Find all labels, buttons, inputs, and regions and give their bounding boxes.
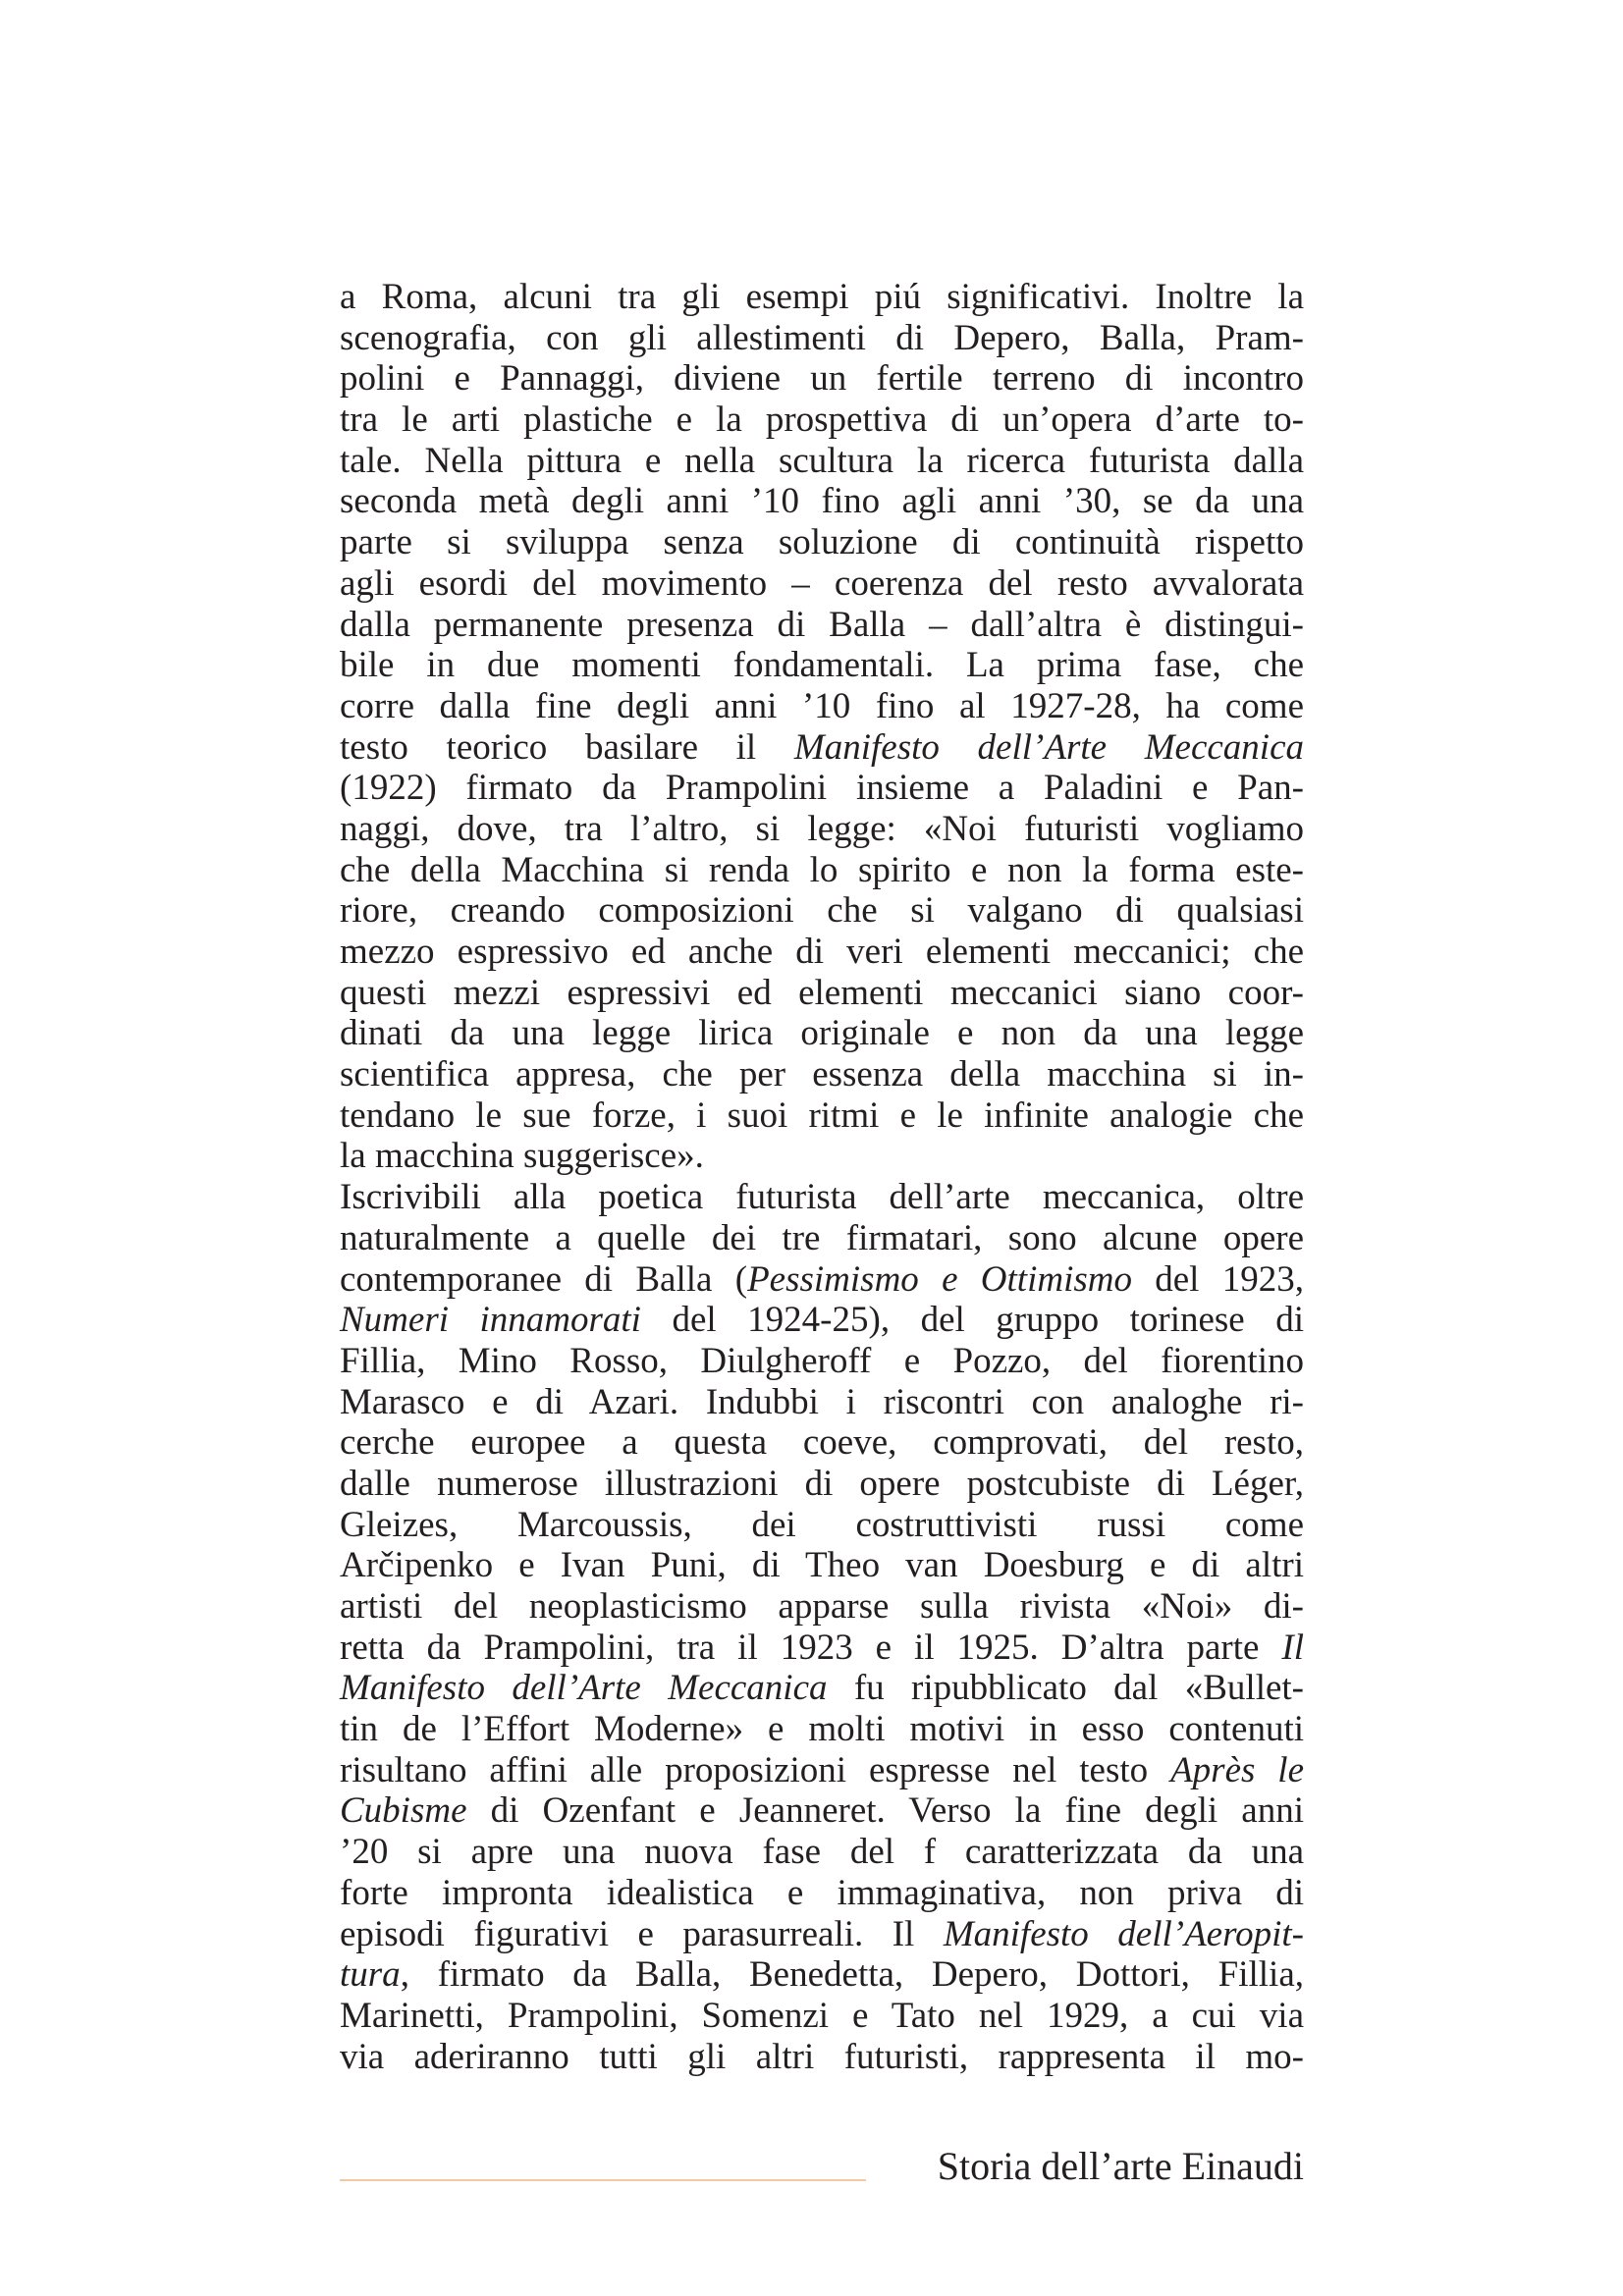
text-line: [340, 1873, 1304, 1914]
text-line: [340, 1054, 1304, 1095]
text-segment: mezzo espressivo ed anche di veri elementi meccanici; che: [340, 932, 1304, 972]
text-line: [340, 1300, 1304, 1341]
text-line: [340, 809, 1304, 850]
text-segment: forte impronta idealistica e immaginativa, non priva di: [340, 1872, 1304, 1913]
text-line: [340, 1668, 1304, 1709]
text-segment: Fillia, Mino Rosso, Diulgheroff e Pozzo, del fiorentino: [340, 1340, 1304, 1381]
text-line: [340, 645, 1304, 686]
text-line: [340, 1218, 1304, 1259]
text-segment: dalla permanente presenza di Balla – dall’altra è distingui-: [340, 604, 1304, 645]
text-line: [340, 1259, 1304, 1301]
text-segment: bile in due momenti fondamentali. La prima fase, che: [340, 645, 1304, 686]
text-segment: retta da Prampolini, tra il 1923 e il 1925. D’altra parte: [340, 1627, 1282, 1668]
text-line: [340, 1382, 1304, 1423]
italic-title-segment: Après le: [1170, 1749, 1304, 1790]
text-line: [340, 400, 1304, 441]
text-segment: del 1923,: [1131, 1258, 1305, 1300]
footer-title: Storia dell’arte Einaudi: [937, 2144, 1304, 2188]
text-line: [340, 1628, 1304, 1669]
text-line: [340, 563, 1304, 605]
text-line: [340, 358, 1304, 400]
text-line: [340, 277, 1304, 318]
text-line: [340, 850, 1304, 891]
text-line: [340, 1341, 1304, 1382]
italic-title-segment: Manifesto dell’Arte Meccanica: [793, 726, 1305, 768]
text-segment: contemporanee di Balla (: [340, 1258, 748, 1300]
text-segment: dinati da una legge lirica originale e non da una legge: [340, 1013, 1304, 1054]
text-segment: la macchina suggerisce».: [340, 1136, 704, 1177]
italic-title-segment: Il: [1281, 1627, 1304, 1668]
text-line: [340, 1790, 1304, 1832]
text-segment: polini e Pannaggi, diviene un fertile terreno di incontro: [340, 358, 1304, 400]
footer-rule: [340, 2179, 866, 2181]
text-line: [340, 522, 1304, 563]
text-segment: che della Macchina si renda lo spirito e non la forma este-: [340, 849, 1304, 890]
text-segment: naggi, dove, tra l’altro, si legge: «Noi futuristi vogliamo: [340, 808, 1304, 849]
text-line: [340, 1177, 1304, 1218]
text-segment: naturalmente a quelle dei tre firmatari, sono alcune opere: [340, 1217, 1304, 1258]
text-segment: Marinetti, Prampolini, Somenzi e Tato nel 1929, a cui via: [340, 1995, 1304, 2036]
text-line: [340, 1136, 1304, 1177]
text-segment: seconda metà degli anni ’10 fino agli anni ’30, se da una: [340, 481, 1304, 522]
text-segment: scenografia, con gli allestimenti di Depero, Balla, Pram-: [340, 317, 1304, 358]
text-segment: riore, creando composizioni che si valgano di qualsiasi: [340, 890, 1304, 932]
text-segment: episodi figurativi e parasurreali. Il: [340, 1913, 944, 1954]
italic-title-segment: Cubisme: [340, 1790, 467, 1832]
page-body: [340, 277, 1304, 2077]
text-segment: tra le arti plastiche e la prospettiva di un’opera d’arte to-: [340, 400, 1304, 441]
text-segment: Arčipenko e Ivan Puni, di Theo van Doesburg e di altri: [340, 1545, 1304, 1586]
text-line: [340, 1954, 1304, 1996]
text-line: [340, 1709, 1304, 1750]
text-line: [340, 1095, 1304, 1137]
text-segment: fu ripubblicato dal «Bullet-: [827, 1668, 1304, 1709]
text-line: [340, 768, 1304, 809]
text-segment: questi mezzi espressivi ed elementi meccanici siano coor-: [340, 972, 1304, 1013]
text-line: [340, 1586, 1304, 1628]
text-line: [340, 2037, 1304, 2078]
text-line: [340, 605, 1304, 646]
text-segment: scientifica appresa, che per essenza della macchina si in-: [340, 1054, 1304, 1095]
text-segment: testo teorico basilare il: [340, 726, 794, 768]
text-segment: parte si sviluppa senza soluzione di continuità rispetto: [340, 522, 1304, 563]
text-segment: artisti del neoplasticismo apparse sulla rivista «Noi» di-: [340, 1586, 1304, 1627]
text-line: [340, 890, 1304, 932]
text-segment: Gleizes, Marcoussis, dei costruttivisti russi come: [340, 1504, 1304, 1545]
text-line: [340, 1505, 1304, 1546]
text-segment: del 1924-25), del gruppo torinese di: [640, 1300, 1304, 1341]
text-line: [340, 932, 1304, 973]
text-segment: (1922) firmato da Prampolini insieme a Paladini e Pan-: [340, 768, 1304, 809]
text-segment: Iscrivibili alla poetica futurista dell’arte meccanica, oltre: [340, 1177, 1304, 1218]
text-segment: corre dalla fine degli anni ’10 fino al 1927-28, ha come: [340, 685, 1304, 726]
text-line: [340, 686, 1304, 727]
text-line: [340, 1750, 1304, 1791]
text-segment: via aderiranno tutti gli altri futuristi, rappresenta il mo-: [340, 2036, 1304, 2077]
text-line: [340, 318, 1304, 359]
italic-title-segment: Pessimismo e Ottimismo: [747, 1258, 1132, 1300]
text-line: [340, 973, 1304, 1014]
italic-title-segment: Manifesto dell’Aeropit-: [943, 1913, 1304, 1954]
text-segment: Marasco e di Azari. Indubbi i riscontri con analoghe ri-: [340, 1381, 1304, 1422]
text-segment: di Ozenfant e Jeanneret. Verso la fine degli anni: [466, 1790, 1304, 1832]
text-segment: cerche europee a questa coeve, comprovati, del resto,: [340, 1422, 1304, 1464]
text-line: [340, 1914, 1304, 1955]
text-segment: , firmato da Balla, Benedetta, Depero, Dottori, Fillia,: [400, 1954, 1304, 1996]
text-segment: risultano affini alle proposizioni espresse nel testo: [340, 1749, 1171, 1790]
text-line: [340, 727, 1304, 769]
text-line: [340, 1013, 1304, 1054]
text-line: [340, 1422, 1304, 1464]
text-line: [340, 1832, 1304, 1873]
italic-title-segment: tura: [340, 1954, 401, 1996]
text-segment: tale. Nella pittura e nella scultura la ricerca futurista dalla: [340, 440, 1304, 481]
text-line: [340, 481, 1304, 522]
text-segment: agli esordi del movimento – coerenza del resto avvalorata: [340, 562, 1304, 604]
italic-title-segment: Manifesto dell’Arte Meccanica: [340, 1668, 828, 1709]
text-line: [340, 1996, 1304, 2037]
text-segment: tendano le sue forze, i suoi ritmi e le infinite analogie che: [340, 1095, 1304, 1136]
text-line: [340, 1464, 1304, 1505]
italic-title-segment: Numeri innamorati: [340, 1300, 641, 1341]
text-segment: tin de l’Effort Moderne» e molti motivi in esso contenuti: [340, 1709, 1304, 1750]
text-segment: a Roma, alcuni tra gli esempi piú significativi. Inoltre la: [340, 277, 1304, 317]
text-line: [340, 441, 1304, 482]
text-line: [340, 1545, 1304, 1586]
text-segment: dalle numerose illustrazioni di opere postcubiste di Léger,: [340, 1463, 1304, 1504]
page-footer: [340, 2132, 1304, 2191]
text-segment: ’20 si apre una nuova fase del f caratterizzata da una: [340, 1832, 1304, 1873]
